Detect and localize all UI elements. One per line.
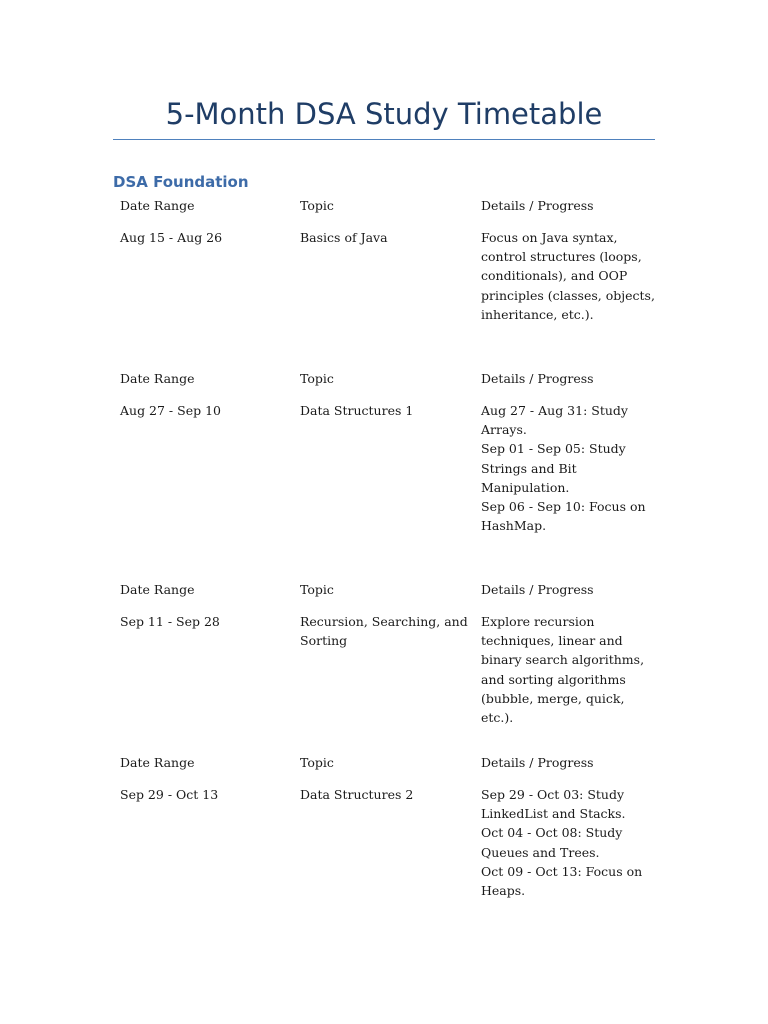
header-details: Details / Progress <box>481 198 594 213</box>
date-range-cell: Aug 27 - Sep 10 <box>120 403 221 418</box>
header-topic: Topic <box>300 755 334 770</box>
timetable-block-3 <box>120 580 660 726</box>
header-topic: Topic <box>300 582 334 597</box>
table-header-row <box>120 369 660 401</box>
details-cell: Focus on Java syntax, control structures (loops, conditionals), and OOP principles (classes, objects, inheritance, etc.). <box>481 230 655 322</box>
table-header-row <box>120 580 660 612</box>
timetable-block-1 <box>120 196 660 322</box>
details-cell: Explore recursion techniques, linear and binary search algorithms, and sorting algorithms (bubble, merge, quick, etc.). <box>481 614 645 726</box>
timetable-block-2 <box>120 369 660 534</box>
header-date-range: Date Range <box>120 198 195 213</box>
table-row <box>120 612 660 726</box>
header-topic: Topic <box>300 371 334 386</box>
table-row <box>120 228 660 322</box>
date-range-cell: Sep 11 - Sep 28 <box>120 614 220 629</box>
table-header-row <box>120 753 660 785</box>
table-row <box>120 785 660 899</box>
header-topic: Topic <box>300 198 334 213</box>
topic-cell: Data Structures 2 <box>300 787 414 802</box>
details-cell: Sep 29 - Oct 03: Study LinkedList and Stacks. Oct 04 - Oct 08: Study Queues and Trees. Oct 09 - Oct 13: Focus on Heaps. <box>481 787 643 899</box>
topic-cell: Data Structures 1 <box>300 403 414 418</box>
header-details: Details / Progress <box>481 755 594 770</box>
timetable-block-4 <box>120 753 660 899</box>
header-details: Details / Progress <box>481 582 594 597</box>
table-row <box>120 401 660 534</box>
section-heading: DSA Foundation <box>113 173 249 191</box>
header-details: Details / Progress <box>481 371 594 386</box>
topic-cell: Recursion, Searching, and Sorting <box>300 614 468 649</box>
header-date-range: Date Range <box>120 582 195 597</box>
date-range-cell: Aug 15 - Aug 26 <box>120 230 223 245</box>
topic-cell: Basics of Java <box>300 230 388 245</box>
header-date-range: Date Range <box>120 755 195 770</box>
page-title: 5-Month DSA Study Timetable <box>165 97 603 131</box>
date-range-cell: Sep 29 - Oct 13 <box>120 787 219 802</box>
header-date-range: Date Range <box>120 371 195 386</box>
details-cell: Aug 27 - Aug 31: Study Arrays. Sep 01 - Sep 05: Study Strings and Bit Manipulation. Sep 06 - Sep 10: Focus on HashMap. <box>481 403 646 534</box>
table-header-row <box>120 196 660 228</box>
title-underline <box>113 139 655 140</box>
